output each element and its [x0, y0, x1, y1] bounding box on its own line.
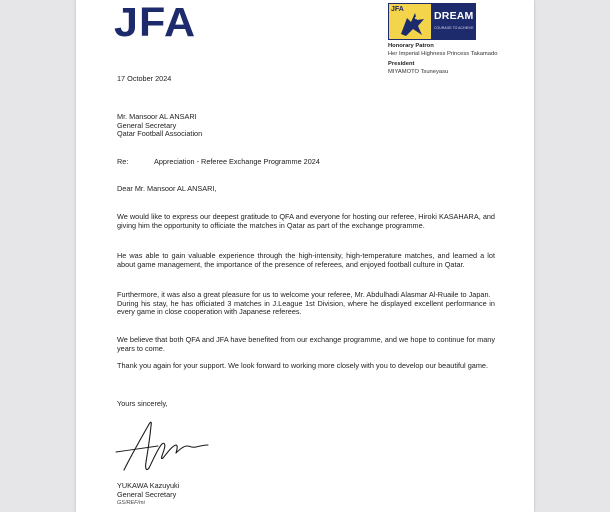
- recipient-name: Mr. Mansoor AL ANSARI: [117, 112, 197, 121]
- handwritten-signature: [110, 412, 220, 478]
- paragraph-line: Furthermore, it was also a great pleasure for us to welcome your referee, Mr. Abdulhadi Alasmar Al-Ruaile to Japan.: [117, 290, 491, 299]
- patron-label: Honorary Patron: [388, 43, 434, 49]
- reference-code: GS/REF/mi: [117, 500, 145, 507]
- president-label: President: [388, 61, 415, 67]
- paragraph-experience: [117, 252, 495, 269]
- paragraph-line: Thank you again for your support. We look forward to working more closely with you to develop our beautiful game.: [117, 361, 488, 370]
- letter-date: 17 October 2024: [117, 74, 172, 83]
- re-subject: Appreciation - Referee Exchange Programme 2024: [154, 157, 320, 166]
- signer-title: General Secretary: [117, 489, 177, 499]
- recipient-block: [117, 113, 202, 139]
- badge-dream-panel: [431, 4, 475, 39]
- paragraph-benefit: [117, 336, 495, 353]
- paragraph-thanks: [117, 362, 495, 371]
- closing: Yours sincerely,: [117, 399, 168, 408]
- recipient-org: Qatar Football Association: [117, 129, 203, 139]
- signer-name: YUKAWA Kazuyuki: [117, 481, 180, 490]
- re-label: Re:: [117, 157, 129, 166]
- paragraph-line: During his stay, he has officiated 3 matches in J.League 1st Division, where he displayed excellent performance in every game in close cooperation with Japanese referees.: [117, 298, 495, 317]
- recipient-title: General Secretary: [117, 120, 177, 130]
- jfa-logo: JFA: [114, 0, 197, 45]
- salutation: Dear Mr. Mansoor AL ANSARI,: [117, 184, 217, 193]
- paragraph-welcome: [117, 291, 495, 317]
- paragraph-line: We believe that both QFA and JFA have benefited from our exchange programme, and we hope to continue for many years to come.: [117, 335, 495, 353]
- badge-tagline: COURAGE TO ACHIEVE: [434, 26, 474, 30]
- crow-emblem-icon: [397, 10, 427, 38]
- badge-mini-logo: JFA: [391, 6, 404, 13]
- paragraph-line: We would like to express our deepest gratitude to QFA and everyone for hosting our referee, Hiroki KASAHARA, and giving him the opportunity to officiate the matches in Qatar as part of the exchange programme.: [117, 212, 495, 230]
- paragraph-line: He was able to gain valuable experience through the high-intensity, high-temperature matches, and learned a lot about game management, the importance of the presence of referees, and enjoyed football culture in Qatar.: [117, 251, 495, 269]
- signer-block: [117, 482, 179, 508]
- badge-dream-text: DREAM: [434, 10, 474, 22]
- letter-page: [76, 0, 534, 512]
- paragraph-gratitude: [117, 213, 495, 230]
- patron-block: [388, 42, 497, 76]
- patron-name: Her Imperial Highness Princess Takamado: [388, 51, 498, 57]
- jfa-dream-badge: [388, 3, 476, 40]
- president-name: MIYAMOTO Tsuneyasu: [388, 69, 449, 75]
- badge-emblem: [389, 4, 431, 39]
